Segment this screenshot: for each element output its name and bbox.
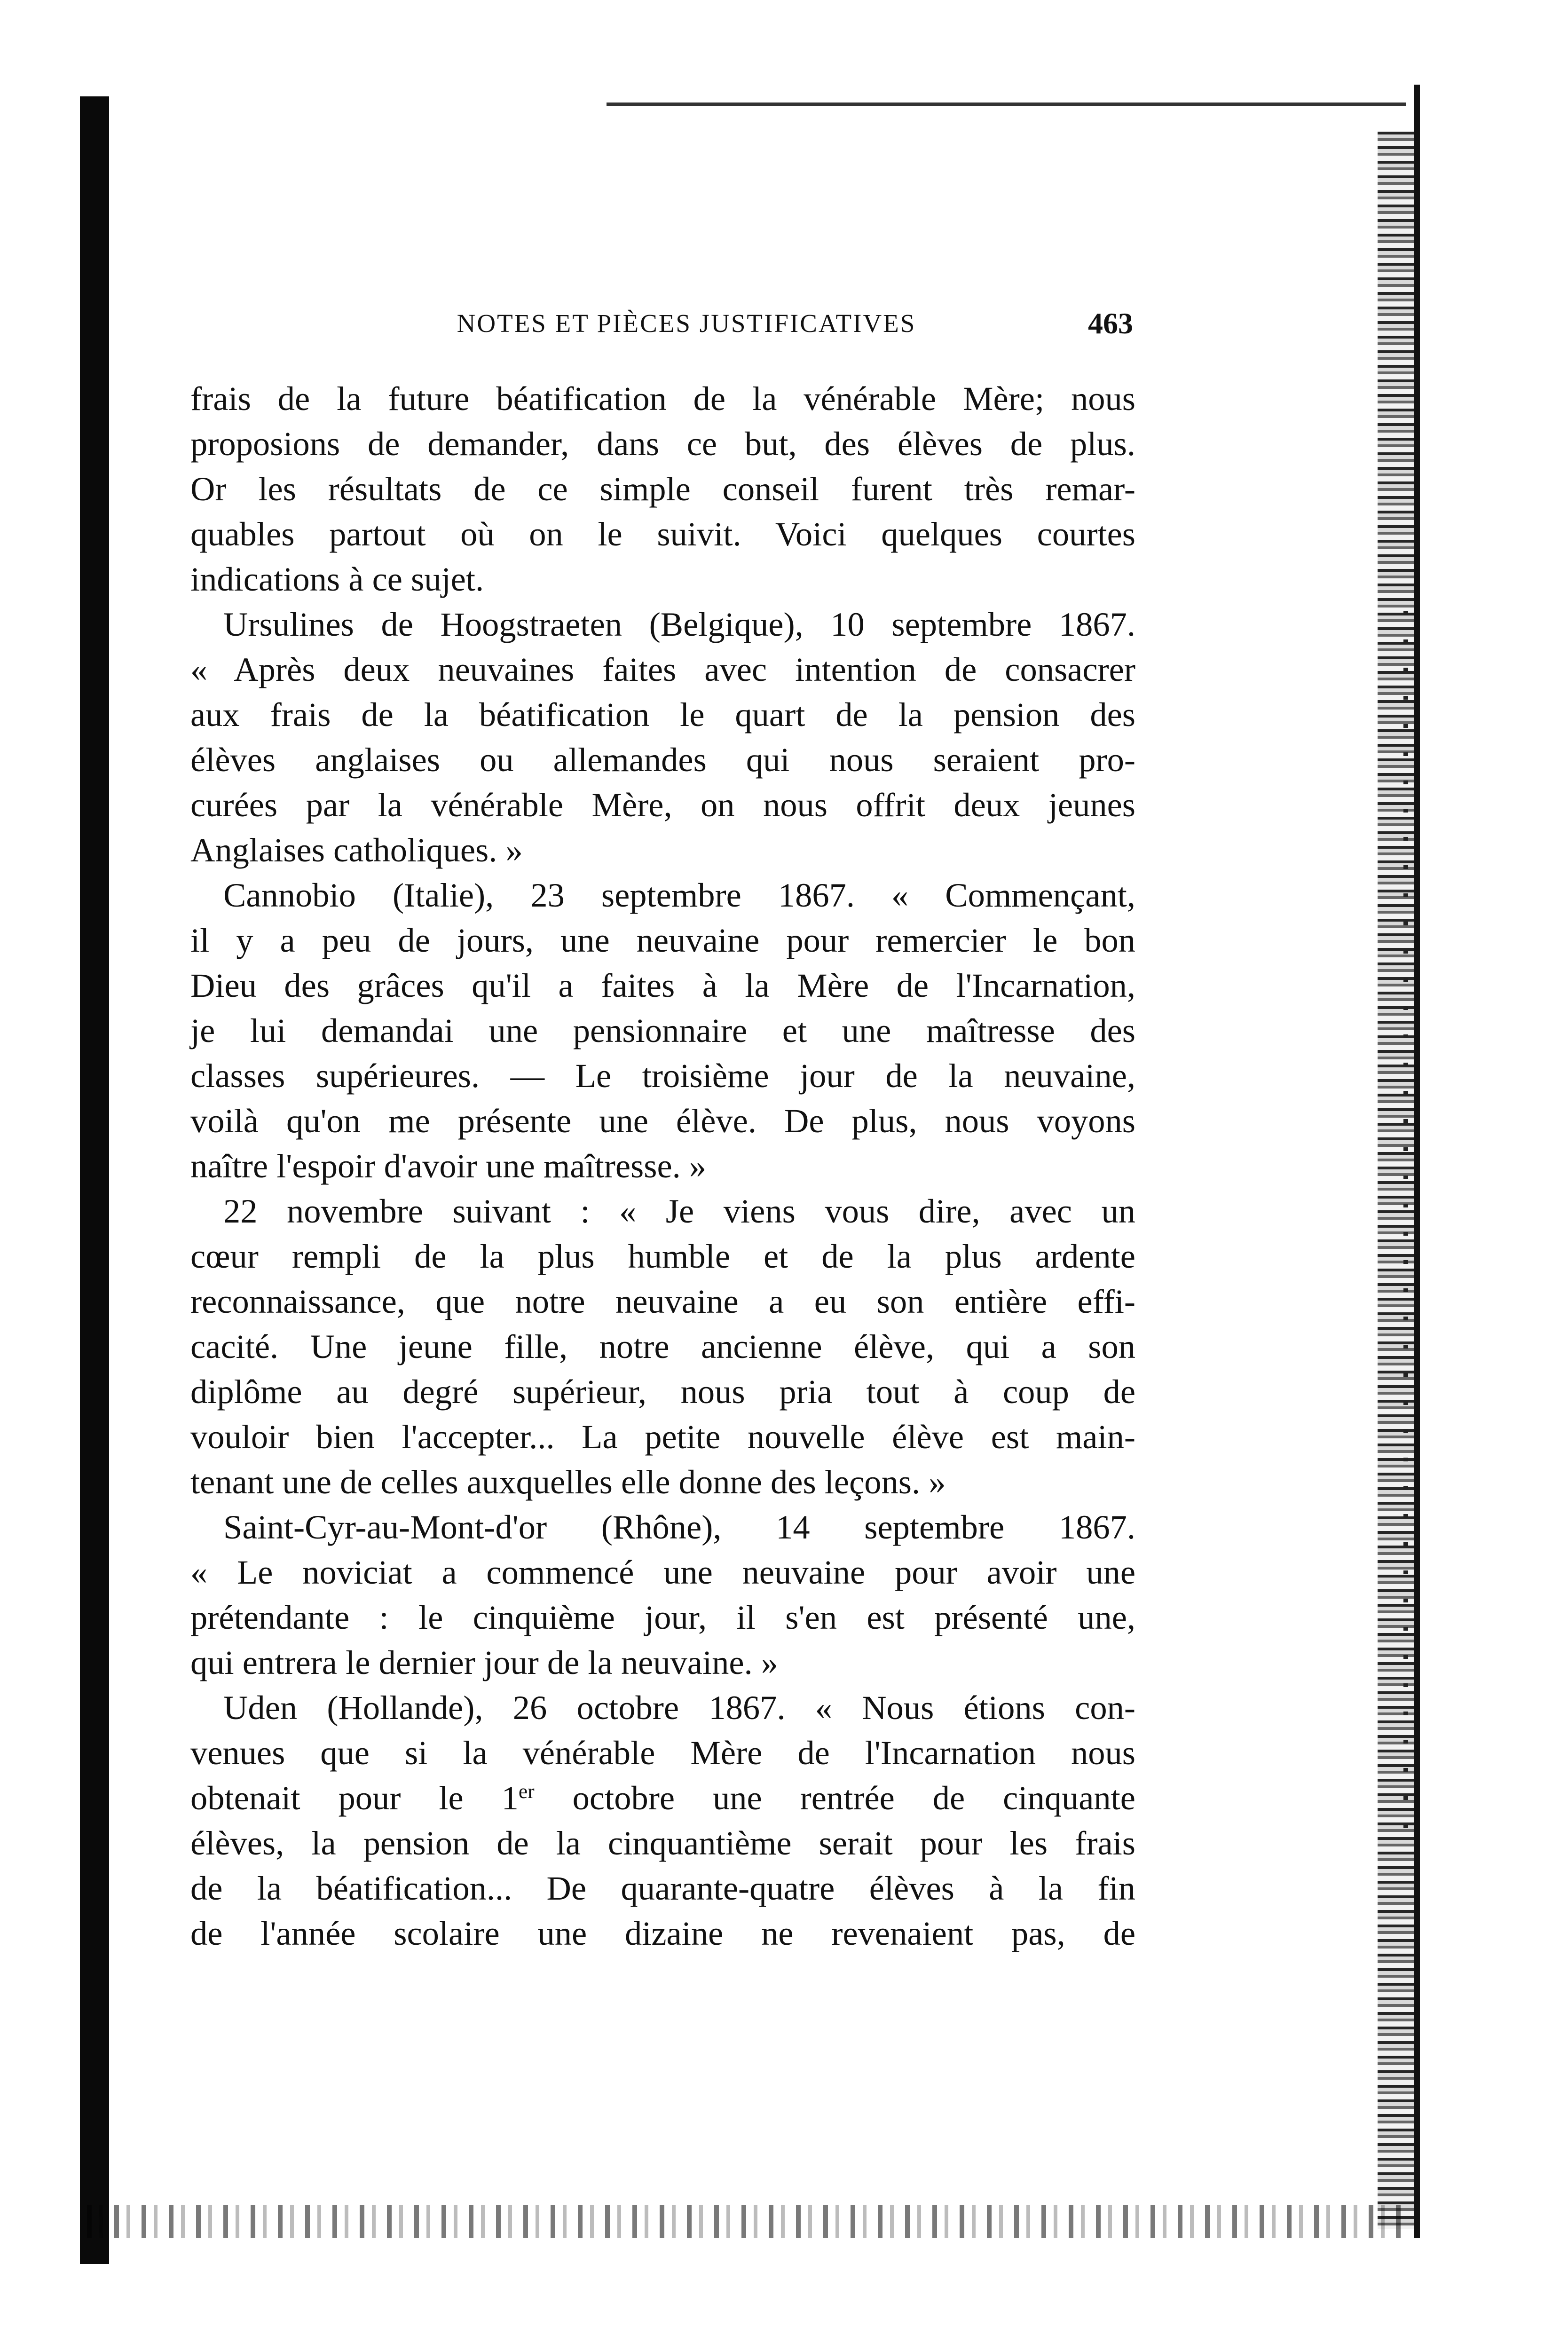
text-line: de l'année scolaire une dizaine ne revenaient pas, de: [190, 1914, 1135, 1952]
text-line: Saint-Cyr-au-Mont-d'or (Rhône), 14 septembre 1867.: [223, 1508, 1135, 1546]
text-line: Ursulines de Hoogstraeten (Belgique), 10 septembre 1867.: [223, 605, 1135, 643]
text-line: naître l'espoir d'avoir une maîtresse. »: [190, 1147, 707, 1185]
text-line: « Le noviciat a commencé une neuvaine pour avoir une: [190, 1553, 1135, 1591]
text-line: vouloir bien l'accepter... La petite nouvelle élève est main-: [190, 1418, 1135, 1456]
text-line: qui entrera le dernier jour de la neuvaine. »: [190, 1643, 779, 1681]
text-line: Or les résultats de ce simple conseil furent très remar-: [190, 470, 1135, 508]
text-line: quables partout où on le suivit. Voici quelques courtes: [190, 515, 1135, 553]
text-line: tenant une de celles auxquelles elle donne des leçons. »: [190, 1463, 946, 1501]
text-line: diplôme au degré supérieur, nous pria tout à coup de: [190, 1373, 1135, 1411]
text-line: Cannobio (Italie), 23 septembre 1867. « Commençant,: [223, 876, 1135, 914]
text-line: classes supérieures. — Le troisième jour de la neuvaine,: [190, 1057, 1135, 1095]
text-line: venues que si la vénérable Mère de l'Incarnation nous: [190, 1734, 1135, 1772]
text-line: élèves, la pension de la cinquantième serait pour les frais: [190, 1824, 1135, 1862]
text-line: « Après deux neuvaines faites avec intention de consacrer: [190, 650, 1135, 688]
scan-binding-shadow: [80, 96, 109, 2264]
scan-right-speckles: [1403, 611, 1408, 1834]
superscript: er: [518, 1780, 535, 1803]
text-line-start: obtenait pour le 1: [190, 1779, 519, 1817]
text-line: élèves anglaises ou allemandes qui nous seraient pro-: [190, 741, 1135, 779]
text-line: frais de la future béatification de la vénérable Mère; nous: [190, 379, 1135, 418]
text-line: voilà qu'on me présente une élève. De plus, nous voyons: [190, 1102, 1135, 1140]
running-title: NOTES ET PIÈCES JUSTIFICATIVES: [457, 309, 916, 338]
text-line: de la béatification... De quarante-quatre élèves à la fin: [190, 1869, 1135, 1907]
text-line: je lui demandai une pensionnaire et une maîtresse des: [190, 1011, 1135, 1049]
text-line-end: octobre une rentrée de cinquante: [534, 1779, 1135, 1817]
page-number: 463: [1088, 307, 1133, 340]
text-line-with-superscript: [190, 1775, 1135, 1821]
text-line: Anglaises catholiques. »: [190, 831, 523, 869]
text-line: il y a peu de jours, une neuvaine pour remercier le bon: [190, 921, 1135, 959]
text-line: cacité. Une jeune fille, notre ancienne élève, qui a son: [190, 1327, 1135, 1365]
scan-right-edge: [1414, 85, 1420, 2238]
scan-bottom-edge-noise: [87, 2205, 1403, 2238]
text-line: 22 novembre suivant : « Je viens vous dire, avec un: [223, 1192, 1135, 1230]
text-line: Uden (Hollande), 26 octobre 1867. « Nous étions con-: [223, 1688, 1135, 1727]
text-line: curées par la vénérable Mère, on nous offrit deux jeunes: [190, 786, 1135, 824]
scan-top-edge: [607, 103, 1406, 106]
text-line: proposions de demander, dans ce but, des élèves de plus.: [190, 425, 1135, 463]
text-line: indications à ce sujet.: [190, 560, 484, 598]
text-line: Dieu des grâces qu'il a faites à la Mère de l'Incarnation,: [190, 966, 1135, 1004]
body-text: [190, 376, 1135, 1956]
text-line: reconnaissance, que notre neuvaine a eu son entière effi-: [190, 1282, 1135, 1320]
running-head: [195, 305, 1133, 342]
text-line: prétendante : le cinquième jour, il s'en est présenté une,: [190, 1598, 1135, 1636]
text-line: aux frais de la béatification le quart de la pension des: [190, 695, 1135, 734]
scan-right-edge-noise: [1378, 132, 1420, 2229]
text-line: cœur rempli de la plus humble et de la plus ardente: [190, 1237, 1135, 1275]
